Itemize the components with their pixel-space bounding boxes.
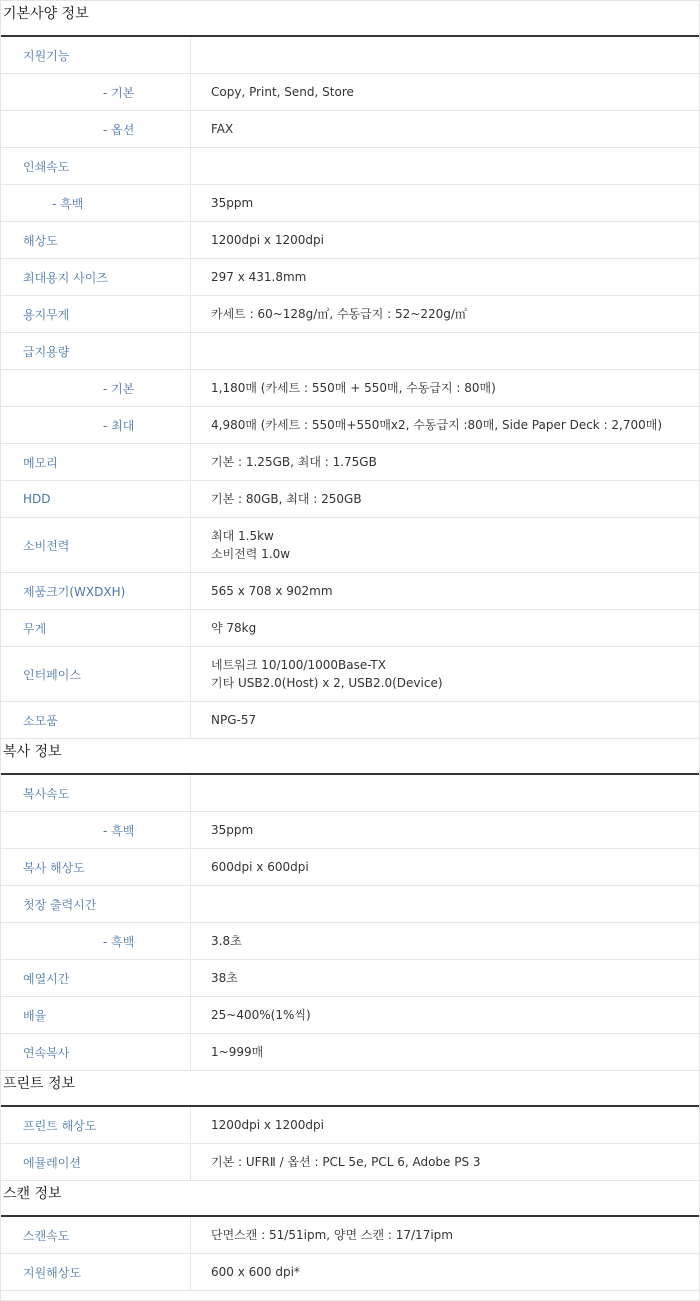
spec-value [191,333,700,370]
spec-table [1,775,699,1071]
table-row [1,1034,699,1071]
spec-value [191,481,700,518]
spec-label: 용지무게 [1,296,191,333]
spec-value-line: 기본 : 80GB, 최대 : 250GB [211,492,362,506]
spec-value [191,1254,700,1291]
section-title: 프린트 정보 [1,1071,699,1107]
table-row [1,610,699,647]
spec-value [191,1107,700,1144]
spec-value-line: 소비전력 1.0w [211,547,291,561]
spec-value [191,647,700,702]
spec-label: 복사속도 [1,775,191,812]
spec-value-line: 297 x 431.8mm [211,270,307,284]
table-row [1,775,699,812]
table-row [1,185,699,222]
spec-value-line: 35ppm [211,196,254,210]
spec-value-line: 35ppm [211,823,254,837]
spec-table [1,37,699,739]
spec-value [191,222,700,259]
spec-value [191,849,700,886]
spec-value-line: Copy, Print, Send, Store [211,85,354,99]
spec-value [191,812,700,849]
table-row [1,812,699,849]
table-row [1,1254,699,1291]
spec-value-line: 38초 [211,971,238,985]
table-row [1,573,699,610]
spec-label: 메모리 [1,444,191,481]
spec-value-line: 3.8초 [211,934,242,948]
spec-label: - 최대 [1,407,191,444]
spec-label: 복사 해상도 [1,849,191,886]
spec-value [191,518,700,573]
table-row [1,74,699,111]
spec-value-line: 단면스캔 : 51/51ipm, 양면 스캔 : 17/17ipm [211,1228,453,1242]
spec-label: 프린트 해상도 [1,1107,191,1144]
spec-label: 인쇄속도 [1,148,191,185]
table-row [1,148,699,185]
table-row [1,222,699,259]
spec-label: - 옵션 [1,111,191,148]
table-row [1,518,699,573]
spec-value [191,37,700,74]
table-row [1,997,699,1034]
table-row [1,444,699,481]
section-title: 기본사양 정보 [1,1,699,37]
spec-value-line: 1~999매 [211,1045,264,1059]
table-row [1,259,699,296]
spec-label: 무게 [1,610,191,647]
section-title: 복사 정보 [1,739,699,775]
spec-label: - 기본 [1,370,191,407]
spec-label: 예열시간 [1,960,191,997]
spec-label: - 흑백 [1,185,191,222]
table-row [1,1144,699,1181]
table-row [1,296,699,333]
spec-value-line: 600 x 600 dpi* [211,1265,300,1279]
table-row [1,1217,699,1254]
spec-value-line: FAX [211,122,234,136]
spec-value [191,610,700,647]
spec-label: 지원해상도 [1,1254,191,1291]
spec-value-line: 1,180매 (카세트 : 550매 + 550매, 수동급지 : 80매) [211,381,496,395]
spec-value [191,259,700,296]
spec-label: 연속복사 [1,1034,191,1071]
spec-value [191,1144,700,1181]
table-row [1,407,699,444]
spec-value-line: 4,980매 (카세트 : 550매+550매x2, 수동급지 :80매, Side Paper Deck : 2,700매) [211,418,663,432]
table-row [1,111,699,148]
spec-label: 해상도 [1,222,191,259]
table-row [1,1107,699,1144]
spec-value [191,444,700,481]
table-row [1,886,699,923]
spec-label: 배율 [1,997,191,1034]
spec-value [191,74,700,111]
spec-value [191,923,700,960]
spec-value-line: 약 78kg [211,621,257,635]
table-row [1,647,699,702]
spec-value [191,775,700,812]
spec-value-line: 기타 USB2.0(Host) x 2, USB2.0(Device) [211,676,443,690]
spec-label: HDD [1,481,191,518]
table-row [1,333,699,370]
spec-label: 지원기능 [1,37,191,74]
spec-value [191,296,700,333]
spec-table [1,1217,699,1291]
spec-value [191,573,700,610]
spec-value-line: 네트워크 10/100/1000Base-TX [211,658,386,672]
spec-label: 스캔속도 [1,1217,191,1254]
spec-label: - 기본 [1,74,191,111]
spec-label: 급지용량 [1,333,191,370]
spec-value [191,370,700,407]
table-row [1,481,699,518]
spec-label: - 흑백 [1,812,191,849]
spec-value-line: NPG-57 [211,713,257,727]
spec-value [191,1034,700,1071]
spec-value [191,886,700,923]
spec-value-line: 1200dpi x 1200dpi [211,1118,324,1132]
spec-label: 인터페이스 [1,647,191,702]
spec-label: 제품크기(WXDXH) [1,573,191,610]
spec-value-line: 기본 : 1.25GB, 최대 : 1.75GB [211,455,377,469]
spec-label: 소비전력 [1,518,191,573]
table-row [1,370,699,407]
spec-value [191,185,700,222]
spec-value [191,702,700,739]
spec-label: 에뮬레이션 [1,1144,191,1181]
spec-label: 소모품 [1,702,191,739]
table-row [1,702,699,739]
spec-label: 최대용지 사이즈 [1,259,191,296]
spec-value [191,407,700,444]
spec-value-line: 최대 1.5kw [211,529,274,543]
spec-value [191,997,700,1034]
spec-value-line: 565 x 708 x 902mm [211,584,333,598]
spec-value-line: 기본 : UFRⅡ / 옵션 : PCL 5e, PCL 6, Adobe PS 3 [211,1155,481,1169]
table-row [1,37,699,74]
spec-value-line: 1200dpi x 1200dpi [211,233,324,247]
spec-value [191,1217,700,1254]
spec-value [191,148,700,185]
table-row [1,849,699,886]
spec-value-line: 600dpi x 600dpi [211,860,309,874]
spec-value-line: 25~400%(1%씩) [211,1008,311,1022]
spec-label: 첫장 출력시간 [1,886,191,923]
spec-value [191,960,700,997]
spec-label: - 흑백 [1,923,191,960]
spec-table [1,1107,699,1181]
section-title: 스캔 정보 [1,1181,699,1217]
spec-value [191,111,700,148]
spec-value-line: 카세트 : 60~128g/㎡, 수동급지 : 52~220g/㎡ [211,307,467,321]
table-row [1,960,699,997]
table-row [1,923,699,960]
